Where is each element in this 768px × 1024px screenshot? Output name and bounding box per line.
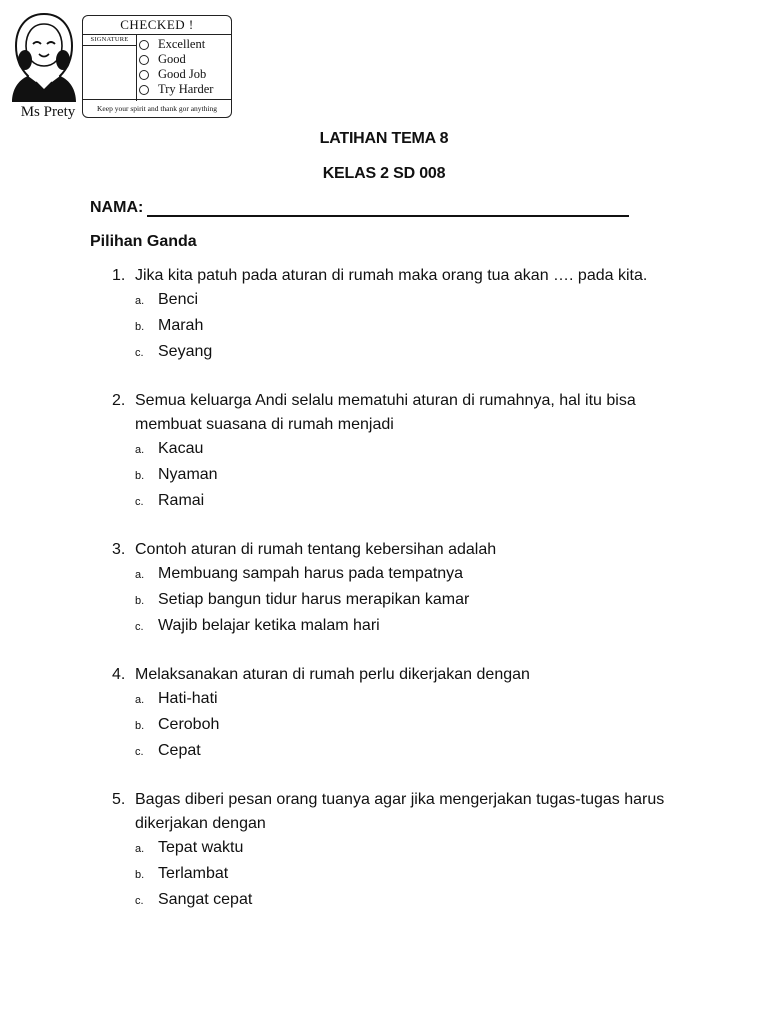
question-number: 2. <box>112 392 126 409</box>
question-item <box>112 538 672 640</box>
stamp-option-label: Good Job <box>158 67 207 81</box>
question-list <box>112 264 672 937</box>
option-text: Nyaman <box>158 466 218 483</box>
section-title: Pilihan Ganda <box>90 233 197 250</box>
stamp-option-label: Good <box>158 52 186 66</box>
stamp-option <box>139 82 213 97</box>
checked-stamp <box>82 15 232 118</box>
question-number: 3. <box>112 541 126 558</box>
option-list <box>112 437 672 515</box>
option-list <box>112 836 672 914</box>
option-item[interactable] <box>135 713 672 739</box>
girl-hijab-icon <box>8 10 80 106</box>
option-letter: b. <box>135 470 145 482</box>
option-item[interactable] <box>135 437 672 463</box>
option-letter: a. <box>135 444 145 456</box>
option-item[interactable] <box>135 588 672 614</box>
option-letter: b. <box>135 595 145 607</box>
stamp-option-label: Try Harder <box>158 82 214 96</box>
stamp-options <box>139 37 213 97</box>
option-text: Membuang sampah harus pada tempatnya <box>158 565 464 582</box>
page-subtitle: KELAS 2 SD 008 <box>322 165 446 182</box>
page-title: LATIHAN TEMA 8 <box>319 130 449 147</box>
option-item[interactable] <box>135 888 672 914</box>
option-text: Hati-hati <box>158 690 218 707</box>
name-blank-line[interactable] <box>147 198 629 217</box>
signature-label: SIGNATURE <box>90 36 129 43</box>
signature-divider <box>83 45 136 46</box>
option-letter: c. <box>135 347 144 359</box>
option-text: Wajib belajar ketika malam hari <box>158 617 380 634</box>
radio-circle-icon <box>139 70 149 80</box>
option-list <box>112 687 672 765</box>
option-item[interactable] <box>135 687 672 713</box>
option-letter: c. <box>135 496 144 508</box>
option-letter: b. <box>135 321 145 333</box>
option-text: Kacau <box>158 440 204 457</box>
option-text: Ramai <box>158 492 205 509</box>
option-text: Tepat waktu <box>158 839 244 856</box>
question-number: 4. <box>112 666 126 683</box>
option-item[interactable] <box>135 739 672 765</box>
option-text: Seyang <box>158 343 213 360</box>
question-item <box>112 788 672 914</box>
question-item <box>112 663 672 765</box>
option-letter: a. <box>135 295 145 307</box>
option-text: Terlambat <box>158 865 229 882</box>
option-item[interactable] <box>135 614 672 640</box>
question-item <box>112 264 672 366</box>
stamp-title: CHECKED ! <box>83 16 231 35</box>
option-item[interactable] <box>135 489 672 515</box>
logo-name: Ms Prety <box>20 104 76 120</box>
option-item[interactable] <box>135 463 672 489</box>
option-text: Marah <box>158 317 204 334</box>
option-letter: c. <box>135 746 144 758</box>
stamp-option-label: Excellent <box>158 37 206 51</box>
option-item[interactable] <box>135 836 672 862</box>
option-item[interactable] <box>135 562 672 588</box>
question-number: 1. <box>112 267 126 284</box>
option-letter: a. <box>135 843 145 855</box>
name-row <box>90 198 629 217</box>
radio-circle-icon <box>139 40 149 50</box>
option-letter: b. <box>135 869 145 881</box>
option-text: Setiap bangun tidur harus merapikan kamar <box>158 591 470 608</box>
question-text: Jika kita patuh pada aturan di rumah maka orang tua akan …. pada kita. <box>135 267 648 284</box>
option-text: Sangat cepat <box>158 891 253 908</box>
signature-box <box>83 34 137 101</box>
option-letter: a. <box>135 569 145 581</box>
option-letter: c. <box>135 895 144 907</box>
option-letter: b. <box>135 720 145 732</box>
option-item[interactable] <box>135 340 672 366</box>
radio-circle-icon <box>139 55 149 65</box>
option-list <box>112 562 672 640</box>
option-item[interactable] <box>135 314 672 340</box>
ms-prety-logo <box>8 10 80 122</box>
question-item <box>112 389 672 515</box>
stamp-option <box>139 67 213 82</box>
stamp-option <box>139 37 213 52</box>
name-label: NAMA: <box>90 199 144 216</box>
option-text: Benci <box>158 291 199 308</box>
question-text: Contoh aturan di rumah tentang kebersihan adalah <box>135 541 497 558</box>
question-text: Bagas diberi pesan orang tuanya agar jika mengerjakan tugas-tugas harus dikerjakan dengan <box>135 791 665 832</box>
option-list <box>112 288 672 366</box>
option-letter: a. <box>135 694 145 706</box>
option-item[interactable] <box>135 288 672 314</box>
option-letter: c. <box>135 621 144 633</box>
question-text: Semua keluarga Andi selalu mematuhi aturan di rumahnya, hal itu bisa membuat suasana di rumah menjadi <box>135 392 636 433</box>
radio-circle-icon <box>139 85 149 95</box>
question-text: Melaksanakan aturan di rumah perlu dikerjakan dengan <box>135 666 530 683</box>
option-text: Cepat <box>158 742 201 759</box>
option-text: Ceroboh <box>158 716 220 733</box>
question-number: 5. <box>112 791 126 808</box>
stamp-option <box>139 52 213 67</box>
stamp-footer: Keep your spirit and thank gor anything <box>83 99 231 117</box>
option-item[interactable] <box>135 862 672 888</box>
